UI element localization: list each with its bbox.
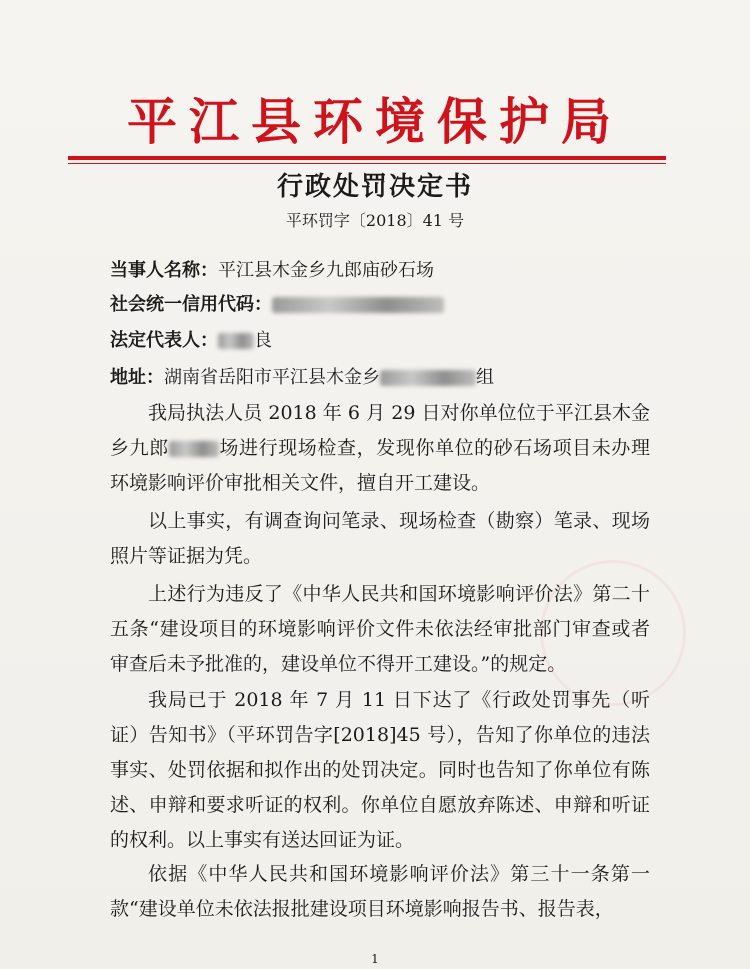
paragraph-1a: 我局执法人员 2018 年 6 月 29 日对你单位位于平江县木金乡九郎 (110, 402, 650, 459)
legal-rep-redacted (218, 333, 254, 349)
party-name-label: 当事人名称： (110, 260, 218, 281)
address-suffix: 组 (476, 367, 494, 388)
address-redacted (380, 370, 476, 386)
party-name-row (110, 256, 434, 282)
paragraph-1b: 场进行现场检查，发现你单位的砂石场项目未办理环境影响评价审批相关文件，擅自开工建设。 (110, 437, 650, 494)
paragraph-basis (110, 857, 650, 927)
address-row (110, 363, 494, 389)
paragraph-inspection (110, 396, 650, 501)
credit-code-row (110, 290, 444, 316)
header-red-rule-thick (68, 156, 666, 160)
legal-rep-suffix: 良 (254, 330, 272, 351)
credit-code-label: 社会统一信用代码： (110, 294, 272, 315)
party-name-value: 平江县木金乡九郎庙砂石场 (218, 260, 434, 281)
legal-rep-row (110, 326, 272, 352)
paragraph-evidence (110, 504, 650, 574)
paragraph-4: 我局已于 2018 年 7 月 11 日下达了《行政处罚事先（听证）告知书》（平环罚告字[2018]45 号），告知了你单位的违法事实、处罚依据和拟作出的处罚决定。同时也告知了你单位有陈述、申辩和要求听证的权利。你单位自愿放弃陈述、申辩和听证的权利。以上事实有送达回证为证。 (110, 689, 650, 851)
agency-header: 平江县环境保护局 (127, 92, 623, 151)
address-prefix: 湖南省岳阳市平江县木金乡 (164, 367, 380, 388)
credit-code-redacted (272, 297, 444, 313)
paragraph-violation (110, 577, 650, 682)
document-title: 行政处罚决定书 (276, 172, 473, 202)
legal-rep-label: 法定代表人： (110, 330, 218, 351)
paragraph-2: 以上事实，有调查询问笔录、现场检查（勘察）笔录、现场照片等证据为凭。 (110, 510, 650, 567)
document-number: 平环罚字〔2018〕41 号 (285, 211, 465, 230)
paragraph-notice (110, 683, 650, 858)
header-red-rule-thin (68, 163, 666, 164)
address-label: 地址： (110, 367, 164, 388)
page-number: 1 (371, 952, 379, 966)
location-redacted (169, 441, 219, 457)
paragraph-5: 依据《中华人民共和国环境影响评价法》第三十一条第一款“建设单位未依法报批建设项目环境影响报告书、报告表， (110, 863, 650, 920)
paragraph-3: 上述行为违反了《中华人民共和国环境影响评价法》第二十五条“建设项目的环境影响评价文件未依法经审批部门审查或者审查后未予批准的，建设单位不得开工建设。”的规定。 (110, 583, 650, 675)
